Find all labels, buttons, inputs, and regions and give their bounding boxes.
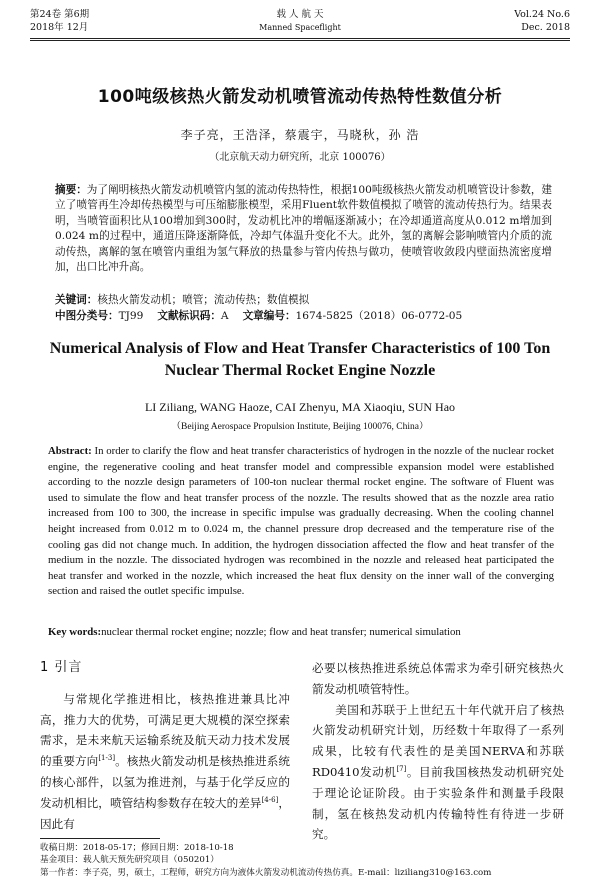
header-right — [514, 8, 570, 34]
volume-en: Vol.24 No.6 — [514, 9, 570, 20]
header-center — [30, 8, 570, 34]
footnote-funding: 基金项目：载人航天预先研究项目（050201） — [40, 855, 219, 866]
keywords-cn-text: 核热火箭发动机；喷管；流动传热；数值模拟 — [97, 294, 310, 306]
abstract-en — [48, 444, 554, 600]
volume-cn: 第24卷 第6期 — [30, 9, 90, 20]
footnote — [40, 842, 560, 879]
intro-paragraph-2: 美国和苏联于上世纪五十年代就开启了核热火箭发动机研究计划，历经数十年取得了一系列成果，比较有代表性的是美国NERVA和苏联RD0410发动机[7]。目前我国核热发动机研究处于理论论证阶段。由于实验条件和测量手段限制，氢在核热发动机内传输特性有待进一步研究。 — [312, 702, 564, 842]
article-no-value: 1674-5825（2018）06-0772-05 — [295, 310, 463, 322]
citation: [7] — [396, 765, 407, 774]
running-header — [30, 8, 570, 38]
clc-value: TJ99 — [118, 310, 144, 322]
abstract-cn — [55, 183, 552, 275]
date-cn: 2018年 12月 — [30, 22, 89, 33]
journal-name-cn: 载 人 航 天 — [276, 9, 324, 20]
affiliation-en: （Beijing Aerospace Propulsion Institute, Beijing 100076, China） — [171, 422, 429, 432]
authors-cn: 李子亮，王浩泽，蔡震宇，马晓秋，孙 浩 — [180, 128, 420, 142]
article-no-label: 文章编号： — [242, 310, 296, 322]
body-column-left — [40, 658, 290, 834]
intro-paragraph-1-cont: 必要以核热推进系统总体需求为牵引研究核热火箭发动机喷管特性。 — [312, 661, 564, 696]
header-rule-double — [30, 40, 570, 41]
header-rule — [30, 38, 570, 39]
affiliation-cn: （北京航天动力研究所，北京 100076） — [209, 152, 391, 163]
abstract-en-text: In order to clarify the flow and heat transfer characteristics of hydrogen in the nozzle of the nuclear rocket engine, the regenerative cooling and heat transfer model and compressible expansion model were established according to the nozzle design parameters of 100-ton nuclear thermal rocket engine. The software of Fluent was used to simulate the flow and heat transfer process of the nozzle. The results showed that as the nozzle area ratio increased from 100 to 300, the increase in specific impulse was gradually decreasing. When the cooling channel height increased from 0.012 m to 0.024 m, the channel pressure drop decreased and the temperature rise of the cooling gas did not change much. In addition, the hydrogen dissociation affected the flow and heat transfer of the medium in the nozzle. The dissociated hydrogen was recombined in the nozzle and released heat participated the heat transfer and worked in the nozzle, which increased the heat flux density on the inner wall of the converging section and raised the outlet specific impulse. — [48, 445, 554, 598]
clc-label: 中图分类号： — [55, 310, 119, 322]
paper-title-cn: 100吨级核热火箭发动机喷管流动传热特性数值分析 — [97, 87, 503, 107]
intro-paragraph-1: 与常规化学推进相比，核热推进兼具比冲高，推力大的优势，可满足更大规模的深空探索需求，是未来航天运输系统及航天动力技术发展的重要方向[1-3]。核热火箭发动机是核热推进系统的核心部件，以氢为推进剂，与基于化学反应的发动机相比，喷管结构参数存在较大的差异[4-6]，因此有 — [40, 691, 290, 831]
footnote-rule — [40, 838, 160, 839]
body-column-right — [312, 658, 564, 845]
abstract-cn-text: 为了阐明核热火箭发动机喷管内氢的流动传热特性，根据100吨级核热火箭发动机喷管设计参数，建立了喷管再生冷却传热模型与可压缩膨胀模型，采用Fluent软件数值模拟了喷管的流动传热行为。结果表明，当喷管面积比从100增加到300时，发动机比冲的增幅逐渐减小；在冷却通道高度从0.012 m增加到0.024 m的过程中，通道压降逐渐降低，冷却气体温升变化不大。此外，氢的离解会影响喷管内介质的流动传热，离解的氢在喷管内重组为氢气释放的热量参与管内传热与做功，使喷管收敛段内壁面热流密度增加，出口比冲升高。 — [55, 184, 553, 274]
section-heading: 1 引言 — [40, 660, 83, 675]
classification-line — [55, 309, 552, 324]
date-en: Dec. 2018 — [521, 22, 570, 33]
abstract-en-label: Abstract: — [48, 445, 92, 457]
journal-name-en: Manned Spaceflight — [259, 23, 341, 32]
citation: [4-6] — [261, 795, 279, 804]
keywords-en — [48, 625, 554, 640]
keywords-cn-label: 关键词： — [55, 294, 98, 306]
paper-title-en: Numerical Analysis of Flow and Heat Transfer Characteristics of 100 Ton Nuclear Thermal Rocket Engine Nozzle — [49, 340, 551, 379]
footnote-received: 收稿日期：2018-05-17；修回日期：2018-10-18 — [40, 843, 234, 853]
keywords-en-text: nuclear thermal rocket engine; nozzle; flow and heat transfer; numerical simulation — [101, 626, 461, 638]
keywords-cn — [55, 293, 552, 308]
authors-en: LI Ziliang, WANG Haoze, CAI Zhenyu, MA Xiaoqiu, SUN Hao — [144, 400, 456, 414]
doc-code-label: 文献标识码： — [157, 310, 221, 322]
footnote-author: 第一作者：李子亮，男，硕士，工程师，研究方向为液体火箭发动机流动传热仿真。E-mail：liziliang310@163.com — [40, 867, 492, 878]
citation: [1-3] — [98, 754, 116, 763]
abstract-cn-label: 摘要： — [55, 184, 87, 196]
keywords-en-label: Key words: — [48, 626, 102, 638]
doc-code-value: A — [220, 310, 229, 322]
